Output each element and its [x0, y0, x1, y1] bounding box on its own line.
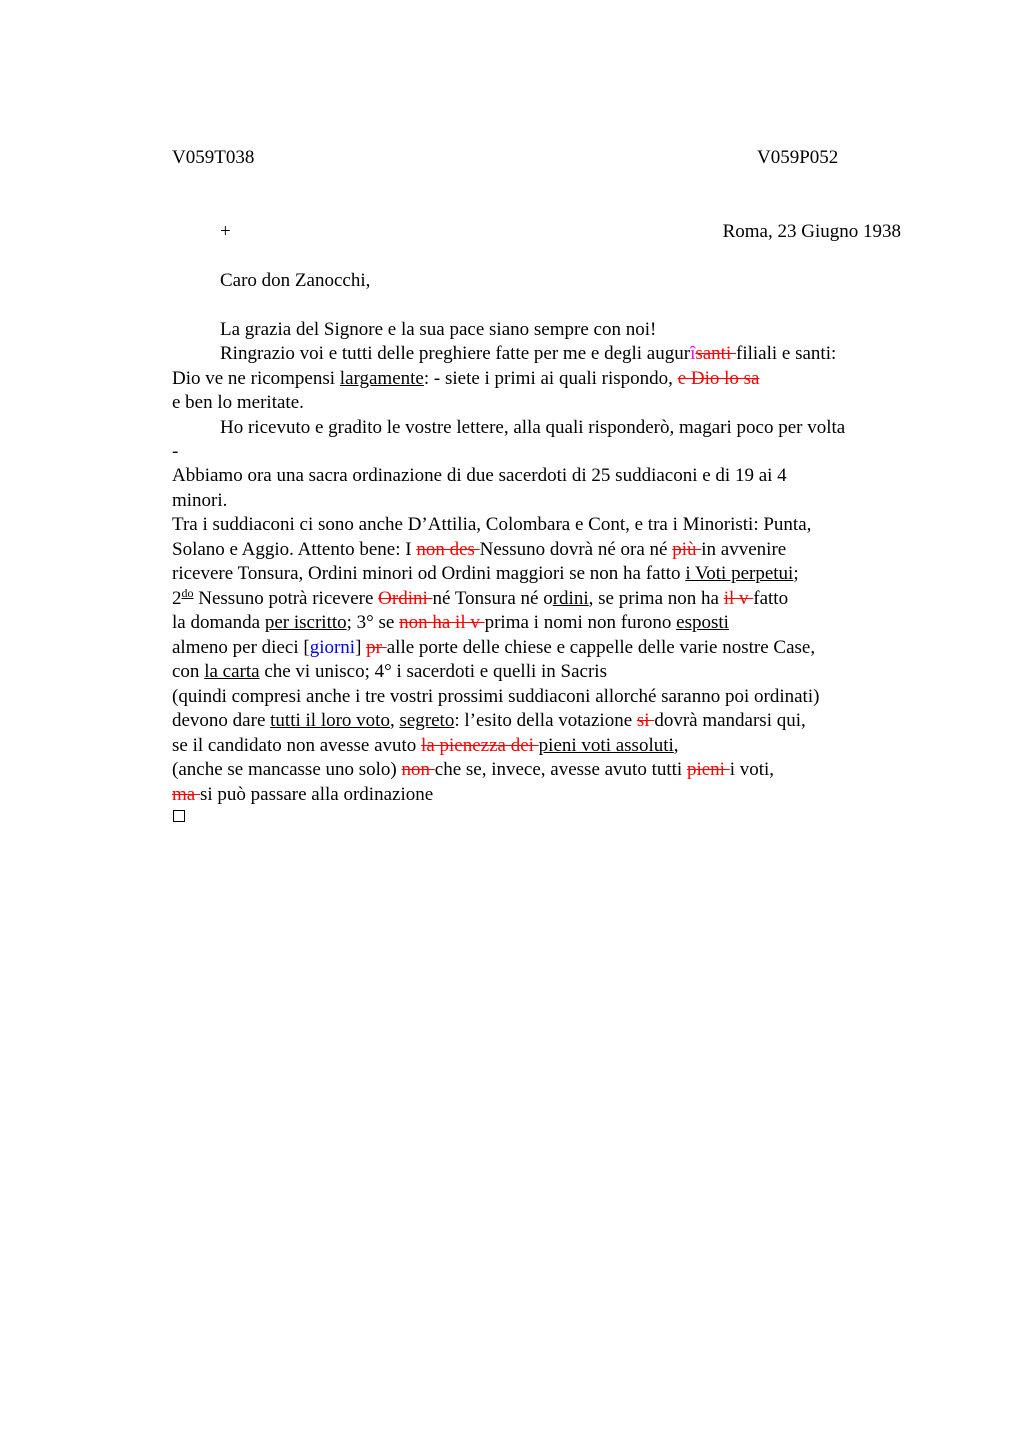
text-segment: dovrà mandarsi qui, [654, 710, 806, 731]
document-id-right: V059P052 [757, 147, 839, 168]
text-line-7: Abbiamo ora una sacra ordinazione di due sacerdoti di 25 suddiaconi e di 19 ai 4 [172, 465, 787, 486]
text-segment: (anche se mancasse uno solo) [172, 759, 402, 780]
deleted-text: non ha il v [399, 612, 485, 633]
underlined-text: esposti [676, 612, 729, 633]
underlined-text: largamente [339, 368, 424, 389]
text-segment: Nessuno dovrà né ora né [479, 539, 673, 560]
text-segment: filiali e santi: [736, 343, 837, 364]
text-segment: almeno per dieci [ [172, 637, 310, 658]
deleted-text: e Dio lo sa [677, 368, 760, 389]
deleted-text: santi [695, 343, 736, 364]
editorial-insertion: giorni [309, 637, 356, 658]
text-segment: ; 3° se [346, 612, 400, 633]
place-date: Roma, 23 Giugno 1938 [722, 221, 901, 242]
text-line-14 [172, 636, 815, 660]
deleted-text: ma [172, 784, 200, 805]
text-segment: Solano e Aggio. Attento bene: I [172, 539, 417, 560]
superscript-text: do [181, 586, 194, 600]
document-id-left: V059T038 [172, 147, 255, 168]
text-segment: che vi unisco; 4° i sacerdoti e quelli in Sacris [259, 661, 607, 682]
text-line-16: (quindi compresi anche i tre vostri prossimi suddiaconi allorché saranno poi ordinati) [172, 686, 820, 707]
text-line-13 [172, 611, 729, 635]
checkbox-square-icon [173, 810, 185, 822]
text-line-19 [172, 758, 774, 782]
text-segment: , [389, 710, 400, 731]
text-segment: la domanda [172, 612, 265, 633]
text-segment: Ringrazio voi e tutti delle preghiere fatte per me e degli augur [220, 343, 691, 364]
text-line-8: minori. [172, 490, 228, 511]
deleted-text: si [636, 710, 655, 731]
underlined-text: rdini [552, 588, 589, 609]
deleted-text: Ordini [378, 588, 433, 609]
text-segment: si può passare alla ordinazione [199, 784, 434, 805]
inserted-text: î [690, 343, 696, 364]
text-line-9: Tra i suddiaconi ci sono anche D’Attilia, Colombara e Cont, e tra i Minoristi: Punta, [172, 514, 812, 535]
text-segment: né Tonsura né o [432, 588, 553, 609]
text-segment: devono dare [172, 710, 271, 731]
underlined-text: segreto [399, 710, 455, 731]
text-segment: ] [355, 637, 367, 658]
underlined-text: i Voti perpetui [685, 563, 794, 584]
text-line-15 [172, 660, 607, 684]
salutation: Caro don Zanocchi, [220, 270, 371, 291]
text-line-18 [172, 734, 679, 758]
text-segment: con [172, 661, 205, 682]
text-segment: ; [793, 563, 799, 584]
underlined-text: tutti il loro voto [270, 710, 390, 731]
text-line-6: - [172, 441, 179, 462]
text-segment: Nessuno potrà ricevere [193, 588, 379, 609]
text-segment: prima i nomi non furono [484, 612, 677, 633]
text-segment: 2 [172, 588, 182, 609]
text-segment: i voti, [729, 759, 775, 780]
text-line-5: Ho ricevuto e gradito le vostre lettere, alla quali risponderò, magari poco per volta [220, 417, 846, 438]
text-segment: , se prima non ha [588, 588, 724, 609]
text-segment: alle porte delle chiese e cappelle delle varie nostre Case, [386, 637, 816, 658]
text-line-4: e ben lo meritate. [172, 392, 304, 413]
text-segment: , [673, 735, 679, 756]
deleted-text: non des [416, 539, 480, 560]
text-line-20 [172, 783, 433, 807]
deleted-text: il v [723, 588, 754, 609]
text-line-11 [172, 562, 799, 586]
text-line-17 [172, 709, 806, 733]
underlined-text: la carta [204, 661, 260, 682]
deleted-text: non [401, 759, 435, 780]
text-segment: Dio ve ne ricompensi [172, 368, 340, 389]
text-segment: : - siete i primi ai quali rispondo, [423, 368, 678, 389]
text-segment: : l’esito della votazione [454, 710, 637, 731]
text-line-10 [172, 538, 786, 562]
text-segment: se il candidato non avesse avuto [172, 735, 422, 756]
text-line-2 [220, 342, 836, 366]
deleted-text: più [672, 539, 702, 560]
underlined-text: per iscritto [264, 612, 347, 633]
text-segment: che se, invece, avesse avuto tutti [434, 759, 687, 780]
text-line-3 [172, 367, 759, 391]
deleted-text: la pienezza dei [421, 735, 539, 756]
text-line-1: La grazia del Signore e la sua pace siano sempre con noi! [220, 319, 657, 340]
text-line-12 [172, 587, 788, 611]
text-segment: in avvenire [701, 539, 787, 560]
deleted-text: pr [366, 637, 387, 658]
deleted-text: pieni [686, 759, 730, 780]
cross-mark: + [220, 221, 231, 242]
text-segment: ricevere Tonsura, Ordini minori od Ordini maggiori se non ha fatto [172, 563, 686, 584]
text-segment: fatto [753, 588, 789, 609]
underlined-text: pieni voti assoluti [538, 735, 674, 756]
